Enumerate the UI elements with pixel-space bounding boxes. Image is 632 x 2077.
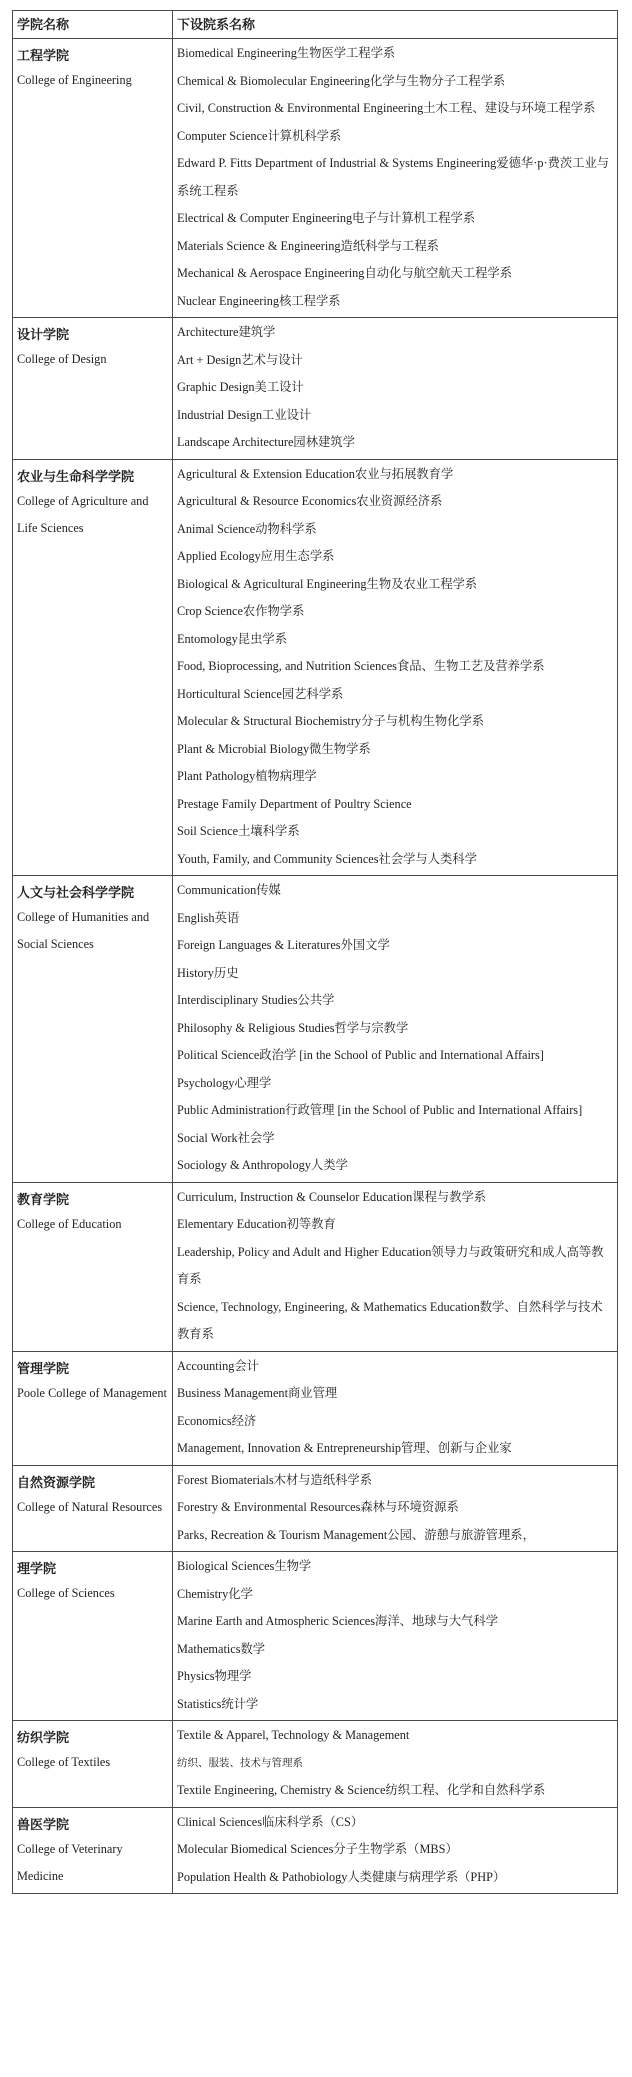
college-name-cell	[13, 1351, 173, 1465]
college-name-en: College of Engineering	[17, 73, 132, 87]
header-college-name: 学院名称	[13, 11, 173, 39]
department-item: Youth, Family, and Community Sciences社会学与人类科学	[177, 851, 477, 866]
department-list	[177, 1183, 613, 1351]
departments-cell	[173, 459, 618, 876]
department-item: Edward P. Fitts Department of Industrial & Systems Engineering爱德华·p·费茨工业与系统工程系	[177, 156, 610, 198]
department-item: Parks, Recreation & Tourism Management公园、游憩与旅游管理系，	[177, 1527, 535, 1542]
college-name-cell	[13, 1721, 173, 1808]
department-item: Architecture建筑学	[177, 325, 276, 339]
college-name-cn: 工程学院	[17, 48, 70, 63]
college-name-en: College of Sciences	[17, 1586, 115, 1600]
departments-cell	[173, 318, 618, 460]
department-item: Forest Biomaterials木材与造纸科学系	[177, 1472, 373, 1487]
department-item: Crop Science农作物学系	[177, 604, 305, 618]
table-body	[13, 39, 618, 1894]
department-item: Landscape Architecture园林建筑学	[177, 435, 355, 449]
department-item: Art + Design艺术与设计	[177, 352, 303, 367]
header-row	[13, 11, 618, 39]
department-item: Materials Science & Engineering造纸科学与工程系	[177, 238, 439, 253]
department-item: Biological Sciences生物学	[177, 1559, 312, 1573]
department-list	[177, 1352, 613, 1465]
header-departments: 下设院系名称	[173, 11, 618, 39]
departments-cell	[173, 1721, 618, 1808]
department-item: Population Health & Pathobiology人类健康与病理学系（PHP）	[177, 1869, 506, 1884]
department-item: Electrical & Computer Engineering电子与计算机工程学系	[177, 211, 476, 225]
department-item: Forestry & Environmental Resources森林与环境资源系	[177, 1500, 459, 1514]
department-item: Industrial Design工业设计	[177, 407, 312, 422]
department-item: Molecular & Structural Biochemistry分子与机构生物化学系	[177, 714, 485, 728]
departments-cell	[173, 1182, 618, 1351]
department-item: Computer Science计算机科学系	[177, 128, 342, 143]
department-item: Civil, Construction & Environmental Engineering土木工程、建设与环境工程学系	[177, 101, 596, 115]
department-item: Accounting会计	[177, 1358, 259, 1373]
department-item: Leadership, Policy and Adult and Higher Education领导力与政策研究和成人高等教育系	[177, 1244, 604, 1286]
college-row	[13, 1807, 618, 1894]
department-item: Public Administration行政管理 [in the School of Public and International Affairs]	[177, 1103, 583, 1117]
department-item: Foreign Languages & Literatures外国文学	[177, 938, 390, 952]
department-list	[177, 1721, 613, 1807]
college-name-en: College of Veterinary Medicine	[17, 1841, 123, 1883]
departments-cell	[173, 1351, 618, 1465]
department-item: Plant & Microbial Biology微生物学系	[177, 741, 371, 756]
department-item: Agricultural & Resource Economics农业资源经济系	[177, 494, 443, 508]
department-item: Textile & Apparel, Technology & Management	[177, 1728, 410, 1742]
college-name-cn: 纺织学院	[17, 1730, 70, 1745]
department-list	[177, 318, 613, 459]
department-item: Business Management商业管理	[177, 1386, 338, 1400]
college-name-en: College of Humanities and Social Sciences	[17, 910, 150, 951]
college-name-cn: 管理学院	[17, 1360, 70, 1376]
department-item: 纺织、服装、技术与管理系	[177, 1757, 303, 1769]
department-item: Chemical & Biomolecular Engineering化学与生物分子工程学系	[177, 73, 506, 88]
college-name-cn: 自然资源学院	[17, 1474, 96, 1490]
department-item: Applied Ecology应用生态学系	[177, 549, 335, 563]
college-name-cell	[13, 318, 173, 460]
department-item: Entomology昆虫学系	[177, 631, 287, 646]
departments-cell	[173, 39, 618, 318]
departments-cell	[173, 1552, 618, 1721]
department-item: Sociology & Anthropology人类学	[177, 1158, 348, 1172]
departments-cell	[173, 1465, 618, 1552]
department-list	[177, 460, 613, 876]
department-item: Animal Science动物科学系	[177, 521, 317, 536]
college-name-cell	[13, 459, 173, 876]
college-name-cell	[13, 39, 173, 318]
college-row	[13, 876, 618, 1183]
colleges-table	[12, 10, 618, 1894]
college-row	[13, 1721, 618, 1808]
college-row	[13, 1351, 618, 1465]
department-item: Interdisciplinary Studies公共学	[177, 993, 335, 1007]
department-item: Science, Technology, Engineering, & Mathematics Education数学、自然科学与技术教育系	[177, 1299, 603, 1341]
department-item: History历史	[177, 965, 239, 980]
department-item: Graphic Design美工设计	[177, 380, 304, 394]
college-name-cell	[13, 1552, 173, 1721]
department-item: Mechanical & Aerospace Engineering自动化与航空航天工程学系	[177, 266, 513, 280]
department-item: Mathematics数学	[177, 1641, 266, 1656]
department-item: Plant Pathology植物病理学	[177, 769, 317, 783]
department-list	[177, 1552, 613, 1720]
department-item: Soil Science土壤科学系	[177, 824, 300, 838]
department-item: Physics物理学	[177, 1669, 252, 1683]
college-name-en: College of Design	[17, 352, 107, 366]
department-item: Communication传媒	[177, 883, 281, 897]
department-item: Agricultural & Extension Education农业与拓展教育学	[177, 466, 454, 481]
department-item: Curriculum, Instruction & Counselor Education课程与教学系	[177, 1189, 487, 1204]
college-name-en: College of Natural Resources	[17, 1499, 163, 1514]
college-name-en: College of Textiles	[17, 1755, 111, 1769]
department-item: English英语	[177, 910, 240, 925]
college-name-en: College of Agriculture and Life Sciences	[17, 493, 149, 535]
college-row	[13, 1182, 618, 1351]
department-list	[177, 876, 613, 1182]
department-item: Social Work社会学	[177, 1130, 275, 1145]
college-name-cell	[13, 1182, 173, 1351]
department-item: Food, Bioprocessing, and Nutrition Sciences食品、生物工艺及营养学系	[177, 659, 545, 673]
department-item: Statistics统计学	[177, 1696, 259, 1711]
department-item: Elementary Education初等教育	[177, 1217, 336, 1231]
department-item: Molecular Biomedical Sciences分子生物学系（MBS）	[177, 1842, 458, 1856]
department-item: Chemistry化学	[177, 1586, 253, 1601]
college-row	[13, 1465, 618, 1552]
college-name-cn: 理学院	[17, 1561, 57, 1576]
college-name-cn: 教育学院	[17, 1191, 70, 1207]
department-item: Nuclear Engineering核工程学系	[177, 293, 341, 308]
college-name-cn: 人文与社会科学学院	[17, 885, 135, 900]
college-row	[13, 318, 618, 460]
department-list	[177, 39, 613, 317]
department-item: Management, Innovation & Entrepreneurship管理、创新与企业家	[177, 1441, 512, 1455]
department-item: Economics经济	[177, 1413, 257, 1428]
college-name-cn: 农业与生命科学学院	[17, 468, 135, 484]
college-row	[13, 459, 618, 876]
college-name-cn: 设计学院	[17, 327, 70, 342]
department-item: Political Science政治学 [in the School of Public and International Affairs]	[177, 1048, 544, 1062]
college-name-cell	[13, 876, 173, 1183]
college-row	[13, 1552, 618, 1721]
department-item: Textile Engineering, Chemistry & Science纺织工程、化学和自然科学系	[177, 1783, 546, 1797]
department-item: Prestage Family Department of Poultry Science	[177, 796, 412, 811]
department-item: Biomedical Engineering生物医学工程学系	[177, 46, 396, 60]
college-name-cell	[13, 1465, 173, 1552]
department-item: Clinical Sciences临床科学系（CS）	[177, 1814, 364, 1829]
college-name-cn: 兽医学院	[17, 1816, 70, 1832]
department-item: Biological & Agricultural Engineering生物及农业工程学系	[177, 576, 478, 591]
department-item: Marine Earth and Atmospheric Sciences海洋、地球与大气科学	[177, 1614, 499, 1628]
departments-cell	[173, 1807, 618, 1894]
department-list	[177, 1808, 613, 1894]
departments-cell	[173, 876, 618, 1183]
college-row	[13, 39, 618, 318]
college-name-en: College of Education	[17, 1216, 122, 1231]
department-item: Horticultural Science园艺科学系	[177, 686, 344, 701]
college-name-cell	[13, 1807, 173, 1894]
college-name-en: Poole College of Management	[17, 1385, 167, 1400]
department-item: Psychology心理学	[177, 1075, 272, 1090]
department-item: Philosophy & Religious Studies哲学与宗教学	[177, 1020, 409, 1035]
department-list	[177, 1466, 613, 1552]
